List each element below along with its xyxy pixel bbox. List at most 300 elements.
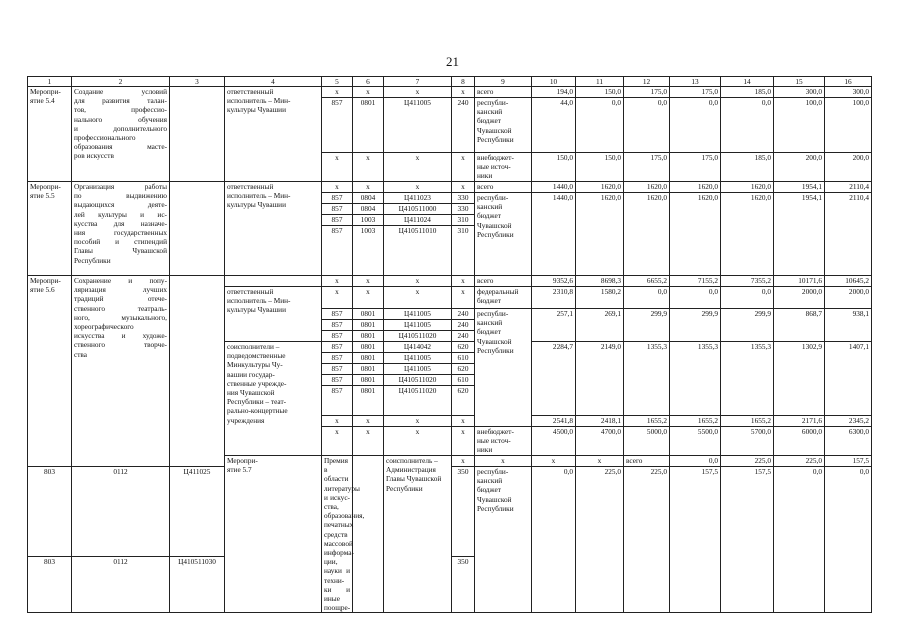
- cell-section-code: x: [353, 287, 384, 309]
- cell-funding-source-line: внебюджет-: [477, 427, 514, 436]
- cell-amount: 6300,0: [825, 427, 872, 456]
- cell-ministry-code: 857: [322, 226, 353, 276]
- cell-amount: 6655,2: [624, 276, 670, 287]
- column-number-header: 15: [774, 77, 825, 87]
- cell-event-name-line: профессионального: [74, 133, 136, 143]
- cell-funding-source: всего: [624, 456, 670, 467]
- cell-section-code: 1003: [353, 226, 384, 276]
- cell-amount: 1655,2: [721, 416, 774, 427]
- cell-empty: [170, 87, 225, 182]
- cell-event-name: [72, 87, 170, 182]
- cell-amount: 1355,3: [624, 342, 670, 416]
- cell-amount: 1302,9: [774, 342, 825, 416]
- cell-ministry-code: 857: [322, 353, 353, 364]
- cell-expense-type: 310: [452, 215, 475, 226]
- cell-event-name-line: пособий и стипендий: [74, 237, 167, 247]
- cell-ministry-code: x: [322, 427, 353, 456]
- cell-amount: 1407,1: [825, 342, 872, 416]
- cell-amount: 2000,0: [774, 287, 825, 309]
- cell-section-code: 0801: [353, 309, 384, 320]
- cell-responsible-line: исполнитель – Мин-: [227, 96, 291, 106]
- cell-funding-source: [475, 287, 532, 309]
- cell-responsible-line: Главы Чувашской: [386, 474, 442, 484]
- cell-responsible-line: культуры Чувашии: [227, 305, 286, 315]
- cell-ministry-code: x: [322, 87, 353, 98]
- cell-target-article: Ц411025: [170, 467, 225, 557]
- cell-target-article: Ц411023: [384, 193, 452, 204]
- cell-funding-source-line: бюджет: [477, 296, 501, 306]
- cell-section-code: 0112: [72, 557, 170, 613]
- cell-funding-source-line: Республики: [477, 345, 514, 355]
- cell-event-name-line: Республики: [74, 255, 111, 265]
- cell-amount: 1620,0: [670, 182, 721, 193]
- cell-target-article: x: [384, 182, 452, 193]
- cell-expense-type: 330: [452, 204, 475, 215]
- cell-responsible: [384, 456, 452, 613]
- cell-co-executors-line: учреждения: [227, 415, 265, 425]
- cell-target-article: x: [384, 87, 452, 98]
- cell-ministry-code: 857: [322, 204, 353, 215]
- cell-section-code: 0804: [353, 204, 384, 215]
- cell-amount: 2000,0: [825, 287, 872, 309]
- cell-amount: 175,0: [624, 87, 670, 98]
- cell-amount: 157,5: [825, 456, 872, 467]
- cell-event-name-line: ства: [74, 349, 88, 359]
- cell-responsible: [225, 287, 322, 342]
- cell-amount: 100,0: [825, 98, 872, 153]
- cell-event-name-line: образования масте-: [74, 142, 167, 152]
- column-number-header: 14: [721, 77, 774, 87]
- cell-amount: 2284,7: [532, 342, 576, 416]
- cell-amount: 7355,2: [721, 276, 774, 287]
- cell-amount: 299,9: [670, 309, 721, 342]
- cell-event-name-line: кусства для назначе-: [74, 218, 167, 228]
- cell-amount: 200,0: [825, 153, 872, 182]
- cell-responsible-line: ответственный: [227, 87, 274, 96]
- cell-responsible-line: исполнитель – Мин-: [227, 296, 291, 306]
- cell-amount: 6000,0: [774, 427, 825, 456]
- cell-funding-source-line: всего: [477, 87, 494, 96]
- cell-ministry-code: x: [452, 456, 475, 467]
- cell-funding-source-line: республи-: [477, 98, 509, 107]
- cell-funding-source-line: бюджет: [477, 327, 501, 337]
- cell-section-code: 0801: [353, 342, 384, 353]
- cell-event-name-line: ния государственных: [74, 228, 167, 238]
- cell-section-code: 0801: [353, 386, 384, 416]
- cell-amount: 150,0: [532, 153, 576, 182]
- cell-responsible-line: Республики: [386, 483, 423, 493]
- cell-expense-type: 350: [452, 467, 475, 557]
- cell-event-name-line: и дополнительного: [74, 123, 167, 133]
- cell-target-article: Ц410511010: [384, 226, 452, 276]
- cell-amount: 1355,3: [670, 342, 721, 416]
- cell-amount: 150,0: [576, 87, 624, 98]
- cell-amount: 2310,8: [532, 287, 576, 309]
- cell-section-code: 0801: [353, 375, 384, 386]
- cell-co-executors-line: рально-концертные: [227, 406, 288, 416]
- cell-target-article: Ц411005: [384, 320, 452, 331]
- cell-amount: 1620,0: [721, 193, 774, 276]
- cell-amount: 5700,0: [721, 427, 774, 456]
- cell-target-article: x: [384, 427, 452, 456]
- cell-expense-type: 330: [452, 193, 475, 204]
- cell-amount: 0,0: [624, 98, 670, 153]
- cell-amount: 2171,6: [774, 416, 825, 427]
- cell-event-name-line: нального обучения: [74, 114, 167, 124]
- cell-funding-source-line: бюджет: [477, 211, 501, 221]
- table-row: [28, 182, 872, 193]
- cell-funding-source: [475, 87, 532, 98]
- cell-event-name-line: ного, музыкального,: [74, 312, 167, 322]
- cell-target-article: Ц410511020: [384, 375, 452, 386]
- cell-amount: 299,9: [721, 309, 774, 342]
- cell-section-code: 0112: [72, 467, 170, 557]
- cell-event-name-line: ляризация лучших: [74, 285, 167, 295]
- cell-section-code: x: [353, 182, 384, 193]
- cell-funding-source-line: канский: [477, 202, 503, 212]
- cell-funding-source: [475, 309, 532, 427]
- cell-amount: 1580,2: [576, 287, 624, 309]
- cell-section-code: x: [353, 427, 384, 456]
- table-header-row: [28, 77, 872, 87]
- column-number-header: 5: [322, 77, 353, 87]
- cell-co-executors-line: Республики – теат-: [227, 397, 287, 407]
- cell-funding-source-line: канский: [477, 107, 503, 117]
- cell-event-name: [72, 182, 170, 276]
- cell-responsible-line: культуры Чувашии: [227, 105, 286, 115]
- column-number-header: 7: [384, 77, 452, 87]
- cell-amount: 300,0: [825, 87, 872, 98]
- cell-expense-type: 310: [452, 226, 475, 276]
- cell-section-code: x: [475, 456, 532, 467]
- cell-event-name-line: для развития талан-: [74, 96, 167, 106]
- cell-event-name-line: ственного творче-: [74, 340, 167, 350]
- cell-funding-source-line: ные источ-: [477, 162, 511, 172]
- cell-amount: 938,1: [825, 309, 872, 342]
- cell-target-article: Ц410511020: [384, 386, 452, 416]
- cell-target-article: x: [384, 416, 452, 427]
- cell-event-code-line: ятие 5.7: [227, 465, 252, 475]
- cell-event-name-line: литературы и искус-: [324, 483, 360, 502]
- cell-expense-type: 240: [452, 98, 475, 153]
- cell-event-name-line: по выдвижению: [74, 191, 167, 201]
- cell-responsible-line: соисполнитель –: [386, 456, 438, 465]
- cell-amount: 7155,2: [670, 276, 721, 287]
- cell-amount: 0,0: [670, 456, 721, 467]
- program-table-sheet: [27, 76, 871, 613]
- cell-funding-source: [475, 193, 532, 276]
- cell-amount: 2149,0: [576, 342, 624, 416]
- cell-section-code: x: [353, 276, 384, 287]
- cell-responsible-line: культуры Чувашии: [227, 200, 286, 210]
- cell-event-name-line: Организация работы: [74, 182, 167, 191]
- cell-ministry-code: x: [322, 276, 353, 287]
- cell-amount: 1620,0: [576, 182, 624, 193]
- cell-amount: 299,9: [624, 309, 670, 342]
- cell-amount: 194,0: [532, 87, 576, 98]
- column-number-header: 10: [532, 77, 576, 87]
- cell-amount: 157,5: [670, 467, 721, 613]
- cell-funding-source: всего: [475, 276, 532, 287]
- cell-event-name-line: Премия в области: [324, 456, 349, 484]
- cell-amount: 1440,0: [532, 182, 576, 193]
- cell-funding-source-line: бюджет: [477, 485, 501, 495]
- cell-event-name: [322, 456, 365, 613]
- cell-amount: 157,5: [721, 467, 774, 613]
- cell-expense-type: x: [452, 276, 475, 287]
- cell-amount: 269,1: [576, 309, 624, 342]
- column-number-header: 4: [225, 77, 322, 87]
- cell-co-executors-line: подведомственные: [227, 351, 286, 361]
- cell-expense-type: 240: [452, 331, 475, 342]
- cell-amount: 300,0: [774, 87, 825, 98]
- cell-expense-type: x: [452, 416, 475, 427]
- cell-amount: 0,0: [774, 467, 825, 613]
- cell-amount: 185,0: [721, 87, 774, 98]
- cell-amount: 2110,4: [825, 182, 872, 193]
- cell-funding-source: всего: [475, 182, 532, 193]
- cell-event-code: [28, 276, 72, 467]
- cell-amount: 1620,0: [721, 182, 774, 193]
- cell-event-name-line: тов, профессио-: [74, 105, 167, 115]
- cell-event-name-line: традиций отече-: [74, 294, 167, 304]
- cell-funding-source-line: канский: [477, 476, 503, 486]
- cell-responsible-empty: [225, 276, 322, 287]
- cell-responsible-line: Администрация: [386, 465, 436, 475]
- cell-amount: 868,7: [774, 309, 825, 342]
- column-number-header: 3: [170, 77, 225, 87]
- cell-amount: 5500,0: [670, 427, 721, 456]
- cell-expense-type: 610: [452, 375, 475, 386]
- cell-ministry-code: 857: [322, 98, 353, 153]
- cell-amount: 2541,8: [532, 416, 576, 427]
- table-row: [28, 87, 872, 98]
- cell-funding-source-line: внебюджет-: [477, 153, 514, 162]
- column-number-header: 8: [452, 77, 475, 87]
- cell-ministry-code: 857: [322, 331, 353, 342]
- cell-ministry-code: x: [322, 153, 353, 182]
- cell-funding-source-line: Чувашской: [477, 220, 512, 230]
- cell-co-executors-line: соисполнители –: [227, 342, 280, 351]
- cell-target-article: Ц411024: [384, 215, 452, 226]
- cell-amount: 150,0: [576, 153, 624, 182]
- cell-amount: 1620,0: [624, 193, 670, 276]
- cell-ministry-code: 803: [28, 467, 72, 557]
- cell-ministry-code: 857: [322, 375, 353, 386]
- cell-event-name-line: Сохранение и попу-: [74, 276, 167, 285]
- cell-target-article: Ц410511000: [384, 204, 452, 215]
- program-table: [27, 76, 872, 613]
- page-number: 21: [446, 54, 459, 69]
- cell-event-code-line: Меропри-: [227, 456, 258, 465]
- cell-amount: 1954,1: [774, 193, 825, 276]
- cell-funding-source: [475, 153, 532, 182]
- cell-event-code-line: ятие 5.6: [30, 285, 55, 295]
- cell-section-code: x: [353, 416, 384, 427]
- cell-amount: 1655,2: [670, 416, 721, 427]
- cell-funding-source: [475, 427, 532, 456]
- cell-target-article: x: [384, 287, 452, 309]
- cell-amount: 175,0: [670, 87, 721, 98]
- cell-event-name-line: хореографического: [74, 322, 134, 332]
- cell-ministry-code: 857: [322, 215, 353, 226]
- column-number-header: 16: [825, 77, 872, 87]
- cell-event-code-line: Меропри-: [30, 87, 61, 96]
- column-number-header: 9: [475, 77, 532, 87]
- cell-event-name-line: ства, образования,: [324, 502, 365, 521]
- cell-amount: 4700,0: [576, 427, 624, 456]
- cell-funding-source-line: республи-: [477, 193, 509, 202]
- cell-section-code: x: [353, 87, 384, 98]
- cell-amount: 1620,0: [576, 193, 624, 276]
- column-number-header: 11: [576, 77, 624, 87]
- cell-target-article: x: [384, 153, 452, 182]
- cell-amount: 2110,4: [825, 193, 872, 276]
- cell-event-name-line: ки и иные поощре-: [324, 584, 351, 613]
- cell-expense-type: 620: [452, 364, 475, 375]
- column-number-header: 13: [670, 77, 721, 87]
- cell-funding-source-line: ники: [477, 171, 493, 181]
- cell-expense-type: 240: [452, 320, 475, 331]
- cell-co-executors-line: Минкультуры Чу-: [227, 360, 283, 370]
- cell-amount: 2345,2: [825, 416, 872, 427]
- cell-co-executors-line: вашии государ-: [227, 369, 275, 379]
- cell-amount: 1440,0: [532, 193, 576, 276]
- column-number-header: 2: [72, 77, 170, 87]
- cell-expense-type: 620: [452, 342, 475, 353]
- cell-section-code: 0801: [353, 353, 384, 364]
- cell-amount: 1954,1: [774, 182, 825, 193]
- cell-event-name-line: Главы Чувашской: [74, 246, 167, 256]
- cell-funding-source: [475, 467, 532, 613]
- cell-expense-type: 620: [452, 386, 475, 416]
- cell-amount: 0,0: [670, 98, 721, 153]
- cell-target-article: Ц411005: [384, 309, 452, 320]
- cell-amount: 257,1: [532, 309, 576, 342]
- cell-expense-type: x: [452, 153, 475, 182]
- cell-expense-type: x: [452, 182, 475, 193]
- column-number-header: 1: [28, 77, 72, 87]
- cell-section-code: 0801: [353, 364, 384, 375]
- cell-section-code: 0801: [353, 320, 384, 331]
- cell-amount: 10645,2: [825, 276, 872, 287]
- cell-target-article: Ц410511020: [384, 331, 452, 342]
- cell-section-code: 0804: [353, 193, 384, 204]
- cell-event-code: [28, 182, 72, 276]
- cell-event-code-line: Меропри-: [30, 182, 61, 191]
- cell-expense-type: 610: [452, 353, 475, 364]
- cell-amount: 225,0: [774, 456, 825, 467]
- cell-event-name-line: выдающихся деяте-: [74, 200, 167, 210]
- cell-event-name-line: массовой информа-: [324, 538, 354, 558]
- cell-ministry-code: 857: [322, 342, 353, 353]
- cell-funding-source-line: Республики: [477, 229, 514, 239]
- table-row: [28, 276, 872, 287]
- cell-amount: 5000,0: [624, 427, 670, 456]
- cell-funding-source-line: федеральный: [477, 287, 519, 296]
- cell-amount: 0,0: [721, 287, 774, 309]
- cell-amount: 2418,1: [576, 416, 624, 427]
- cell-target-article: Ц414042: [384, 342, 452, 353]
- cell-amount: 8698,3: [576, 276, 624, 287]
- cell-funding-source-line: ные источ-: [477, 436, 511, 446]
- cell-event-code-line: Меропри-: [30, 276, 61, 285]
- cell-funding-source-line: канский: [477, 318, 503, 328]
- cell-responsible-line: ответственный: [227, 182, 274, 191]
- cell-event-code: [225, 456, 322, 613]
- cell-funding-source-line: республи-: [477, 467, 509, 476]
- cell-event-code-line: ятие 5.4: [30, 96, 55, 106]
- cell-section-code: 0801: [353, 331, 384, 342]
- cell-amount: 1355,3: [721, 342, 774, 416]
- cell-amount: 100,0: [774, 98, 825, 153]
- cell-section-code: x: [353, 153, 384, 182]
- cell-funding-source-line: Чувашской: [477, 125, 512, 135]
- cell-event-name-line: Создание условий: [74, 87, 167, 96]
- cell-amount: 10171,6: [774, 276, 825, 287]
- cell-funding-source-line: Чувашской: [477, 494, 512, 504]
- cell-amount: 0,0: [624, 287, 670, 309]
- column-number-header: 6: [353, 77, 384, 87]
- cell-ministry-code: 857: [322, 386, 353, 416]
- cell-funding-source-line: Республики: [477, 503, 514, 513]
- cell-amount: 185,0: [721, 153, 774, 182]
- cell-event-name-line: искусства и художе-: [74, 331, 167, 341]
- cell-amount: 1655,2: [624, 416, 670, 427]
- cell-expense-type: 240: [452, 309, 475, 320]
- cell-event-name-line: лей культуры и ис-: [74, 209, 167, 219]
- cell-expense-type: x: [576, 456, 624, 467]
- cell-ministry-code: 857: [322, 309, 353, 320]
- cell-amount: 4500,0: [532, 427, 576, 456]
- cell-responsible-line: исполнитель – Мин-: [227, 191, 291, 201]
- cell-amount: 0,0: [532, 467, 576, 613]
- cell-section-code: 1003: [353, 215, 384, 226]
- cell-amount: 0,0: [721, 98, 774, 153]
- cell-event-name: [72, 276, 170, 467]
- cell-ministry-code: 857: [322, 320, 353, 331]
- cell-event-code: [28, 87, 72, 182]
- cell-amount: 0,0: [825, 467, 872, 613]
- column-number-header: 12: [624, 77, 670, 87]
- cell-amount: 175,0: [670, 153, 721, 182]
- cell-ministry-code: x: [322, 182, 353, 193]
- cell-target-article: Ц411005: [384, 364, 452, 375]
- cell-event-name-line: ственного театраль-: [74, 303, 167, 313]
- cell-target-article: Ц411005: [384, 98, 452, 153]
- cell-ministry-code: x: [322, 287, 353, 309]
- cell-amount: 0,0: [670, 287, 721, 309]
- cell-funding-source-line: Республики: [477, 134, 514, 144]
- cell-event-name-line: ров искусств: [74, 151, 114, 161]
- cell-amount: 200,0: [774, 153, 825, 182]
- cell-expense-type: 350: [452, 557, 475, 613]
- cell-amount: 1620,0: [624, 182, 670, 193]
- cell-section-code: 0801: [353, 98, 384, 153]
- cell-ministry-code: 857: [322, 193, 353, 204]
- cell-empty: [353, 456, 384, 613]
- cell-expense-type: x: [452, 87, 475, 98]
- cell-co-executors: [225, 342, 322, 456]
- cell-amount: 225,0: [721, 456, 774, 467]
- cell-target-article: Ц411005: [384, 353, 452, 364]
- cell-empty: [170, 182, 225, 276]
- cell-amount: 225,0: [624, 467, 670, 613]
- cell-funding-source-line: Чувашской: [477, 336, 512, 346]
- cell-amount: 9352,6: [532, 276, 576, 287]
- cell-expense-type: x: [452, 427, 475, 456]
- cell-responsible: [225, 182, 322, 276]
